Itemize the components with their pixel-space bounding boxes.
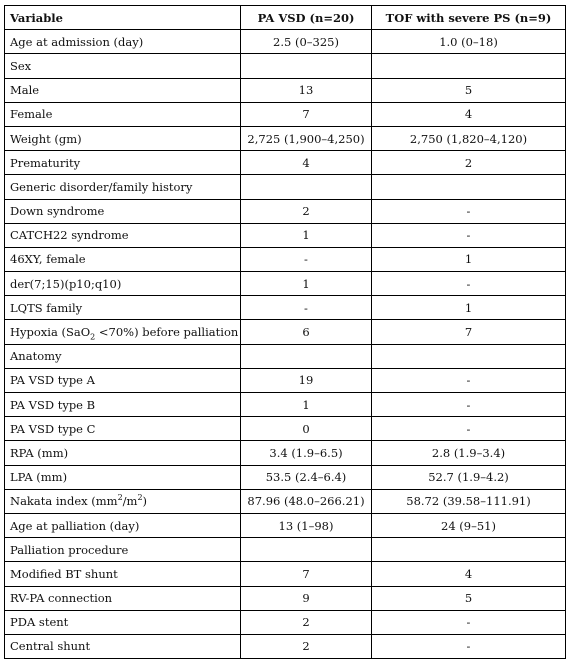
- row-label-text: <70%) before palliation: [95, 325, 239, 340]
- cell-tof: 2,750 (1,820–4,120): [372, 126, 566, 150]
- row-label-text: CATCH22 syndrome: [10, 228, 129, 243]
- cell-pa-vsd: 53.5 (2.4–6.4): [241, 465, 372, 489]
- table-row: [5, 344, 566, 368]
- cell-pa-vsd: [241, 344, 372, 368]
- row-label-text: LPA (mm): [10, 470, 68, 485]
- table-row: [5, 175, 566, 199]
- cell-tof: 4: [372, 102, 566, 126]
- row-label-text: Central shunt: [10, 639, 91, 654]
- cell-tof: 2.8 (1.9–3.4): [372, 441, 566, 465]
- cell-tof: -: [372, 223, 566, 247]
- table-row: [5, 393, 566, 417]
- table-row: [5, 30, 566, 54]
- cell-pa-vsd: 13 (1–98): [241, 513, 372, 537]
- cell-tof: [372, 175, 566, 199]
- row-label-text: Female: [10, 107, 53, 122]
- row-label: [5, 102, 241, 126]
- cell-pa-vsd: 1: [241, 223, 372, 247]
- table-row: [5, 247, 566, 271]
- cell-tof: 58.72 (39.58–111.91): [372, 489, 566, 513]
- cell-pa-vsd: 9: [241, 586, 372, 610]
- cell-tof: 7: [372, 320, 566, 344]
- table-row: [5, 272, 566, 296]
- table-row: [5, 368, 566, 392]
- row-label-text: 46XY, female: [10, 252, 86, 267]
- row-label-text: PDA stent: [10, 615, 69, 630]
- row-label: [5, 272, 241, 296]
- row-label: [5, 417, 241, 441]
- row-label-text: RPA (mm): [10, 445, 69, 460]
- table-row: [5, 102, 566, 126]
- row-label: [5, 223, 241, 247]
- row-label-text: LQTS family: [10, 300, 83, 315]
- table-row: [5, 199, 566, 223]
- header-variable: Variable: [5, 6, 241, 30]
- cell-tof: -: [372, 368, 566, 392]
- cell-pa-vsd: -: [241, 247, 372, 271]
- table-row: [5, 320, 566, 344]
- row-label: [5, 199, 241, 223]
- cell-pa-vsd: 1: [241, 393, 372, 417]
- row-label-text: Hypoxia (SaO: [10, 325, 91, 340]
- row-label: [5, 368, 241, 392]
- row-label-superscript: 2: [117, 493, 123, 503]
- row-label-text: Age at palliation (day): [10, 518, 140, 533]
- cell-tof: -: [372, 634, 566, 658]
- cell-pa-vsd: [241, 538, 372, 562]
- row-label-text: Weight (gm): [10, 131, 82, 146]
- row-label: [5, 126, 241, 150]
- cell-pa-vsd: [241, 175, 372, 199]
- table-header-row: [5, 6, 566, 30]
- patient-characteristics-table: [4, 5, 566, 659]
- table-row: [5, 562, 566, 586]
- table-row: [5, 586, 566, 610]
- row-label: [5, 30, 241, 54]
- row-label-text: Modified BT shunt: [10, 566, 118, 581]
- row-label-text: Palliation procedure: [10, 542, 129, 557]
- row-label-text: der(7;15)(p10;q10): [10, 276, 122, 291]
- row-label-text: Anatomy: [10, 349, 62, 364]
- row-label-text: Age at admission (day): [10, 34, 144, 49]
- row-label: [5, 441, 241, 465]
- row-label: [5, 78, 241, 102]
- cell-tof: -: [372, 610, 566, 634]
- cell-tof: -: [372, 272, 566, 296]
- cell-pa-vsd: 2,725 (1,900–4,250): [241, 126, 372, 150]
- cell-tof: 1: [372, 247, 566, 271]
- table-row: [5, 538, 566, 562]
- table-row: [5, 296, 566, 320]
- table-row: [5, 126, 566, 150]
- row-label: [5, 465, 241, 489]
- row-label: [5, 586, 241, 610]
- row-label-text: Down syndrome: [10, 204, 105, 219]
- row-label-text: PA VSD type B: [10, 397, 96, 412]
- row-label-text: PA VSD type C: [10, 421, 96, 436]
- row-label-superscript: 2: [137, 493, 143, 503]
- row-label: [5, 393, 241, 417]
- cell-pa-vsd: 19: [241, 368, 372, 392]
- row-label-text: Nakata index (mm: [10, 494, 118, 509]
- row-label: [5, 175, 241, 199]
- table-row: [5, 610, 566, 634]
- row-label: [5, 296, 241, 320]
- row-label: [5, 634, 241, 658]
- row-label-text: ): [142, 494, 148, 509]
- cell-pa-vsd: 3.4 (1.9–6.5): [241, 441, 372, 465]
- cell-pa-vsd: 1: [241, 272, 372, 296]
- cell-tof: 1: [372, 296, 566, 320]
- cell-tof: [372, 344, 566, 368]
- cell-pa-vsd: 2.5 (0–325): [241, 30, 372, 54]
- row-label: [5, 513, 241, 537]
- table-row: [5, 223, 566, 247]
- cell-pa-vsd: 6: [241, 320, 372, 344]
- cell-pa-vsd: 2: [241, 199, 372, 223]
- cell-tof: 5: [372, 586, 566, 610]
- table-row: [5, 78, 566, 102]
- row-label-text: /m: [122, 494, 138, 509]
- table-row: [5, 441, 566, 465]
- row-label-text: Male: [10, 83, 40, 98]
- table-row: [5, 465, 566, 489]
- table-row: [5, 54, 566, 78]
- row-label-text: RV-PA connection: [10, 591, 113, 606]
- row-label-text: Sex: [10, 58, 32, 73]
- cell-tof: 24 (9–51): [372, 513, 566, 537]
- cell-pa-vsd: 87.96 (48.0–266.21): [241, 489, 372, 513]
- cell-tof: 2: [372, 151, 566, 175]
- cell-tof: -: [372, 199, 566, 223]
- row-label-text: PA VSD type A: [10, 373, 95, 388]
- table-row: [5, 489, 566, 513]
- row-label: [5, 538, 241, 562]
- cell-pa-vsd: 2: [241, 634, 372, 658]
- cell-tof: 4: [372, 562, 566, 586]
- cell-tof: 52.7 (1.9–4.2): [372, 465, 566, 489]
- row-label: [5, 610, 241, 634]
- row-label: [5, 54, 241, 78]
- cell-tof: 1.0 (0–18): [372, 30, 566, 54]
- row-label: [5, 344, 241, 368]
- cell-tof: -: [372, 417, 566, 441]
- table-row: [5, 417, 566, 441]
- cell-pa-vsd: 4: [241, 151, 372, 175]
- cell-tof: -: [372, 393, 566, 417]
- header-tof: TOF with severe PS (n=9): [372, 6, 566, 30]
- row-label-text: Prematurity: [10, 155, 81, 170]
- header-pa-vsd: PA VSD (n=20): [241, 6, 372, 30]
- cell-pa-vsd: 0: [241, 417, 372, 441]
- cell-tof: [372, 538, 566, 562]
- table-row: [5, 513, 566, 537]
- table-row: [5, 151, 566, 175]
- cell-tof: [372, 54, 566, 78]
- row-label: [5, 151, 241, 175]
- cell-pa-vsd: [241, 54, 372, 78]
- row-label: [5, 247, 241, 271]
- cell-pa-vsd: 7: [241, 562, 372, 586]
- table-row: [5, 634, 566, 658]
- row-label: [5, 562, 241, 586]
- row-label: [5, 489, 241, 513]
- cell-pa-vsd: 13: [241, 78, 372, 102]
- row-label-text: Generic disorder/family history: [10, 179, 193, 194]
- cell-pa-vsd: 7: [241, 102, 372, 126]
- cell-pa-vsd: 2: [241, 610, 372, 634]
- row-label: [5, 320, 241, 344]
- cell-tof: 5: [372, 78, 566, 102]
- table-body: [5, 30, 566, 659]
- cell-pa-vsd: -: [241, 296, 372, 320]
- row-label-subscript: 2: [90, 332, 96, 342]
